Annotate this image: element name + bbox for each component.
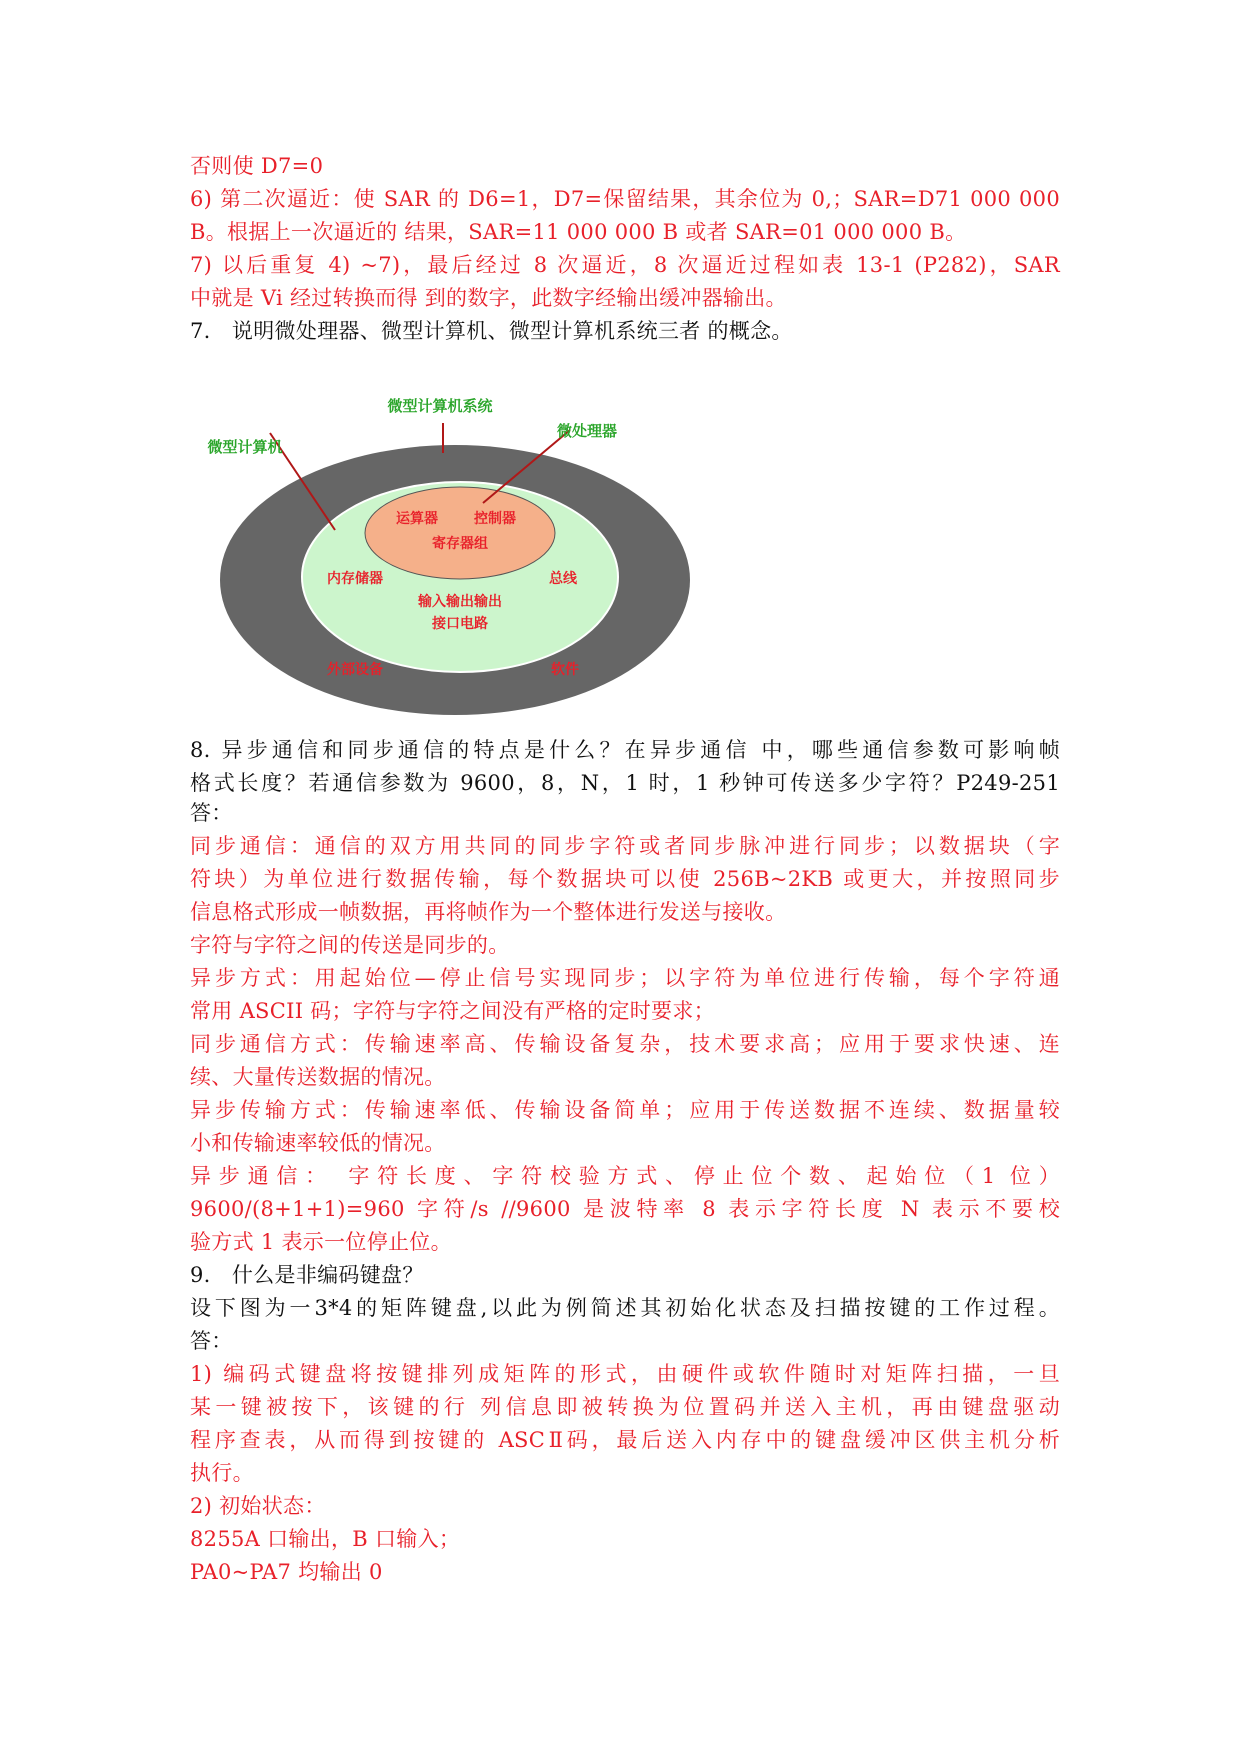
text-line: 信息格式形成一帧数据，再将帧作为一个整体进行发送与接收。: [190, 900, 787, 924]
text-line: 设下图为一3*4的矩阵键盘,以此为例简述其初始化状态及扫描按键的工作过程。: [190, 1296, 1060, 1320]
text-line: 1) 编码式键盘将按键排列成矩阵的形式，由硬件或软件随时对矩阵扫描，一旦: [190, 1362, 1060, 1386]
text-line: 程序查表，从而得到按键的 ASCⅡ码，最后送入内存中的键盘缓冲区供主机分析: [190, 1428, 1060, 1452]
text-line: 异步通信： 字符长度、字符校验方式、停止位个数、起始位（1 位）: [190, 1164, 1060, 1188]
label-io-line2: 接口电路: [432, 616, 488, 632]
text-line: 异步传输方式：传输速率低、传输设备简单；应用于传送数据不连续、数据量较: [190, 1098, 1060, 1122]
text-line: 格式长度？若通信参数为 9600，8，N，1 时，1 秒钟可传送多少字符？P249-251: [190, 771, 1060, 795]
text-line: 中就是 Vi 经过转换而得 到的数字，此数字经输出缓冲器输出。: [190, 286, 787, 310]
text-line: 异步方式：用起始位—停止信号实现同步；以字符为单位进行传输，每个字符通: [190, 966, 1060, 990]
label-alu: 运算器: [396, 511, 438, 527]
label-io-line1: 输入输出输出: [418, 594, 502, 610]
text-line: 同步通信：通信的双方用共同的同步字符或者同步脉冲进行同步；以数据块（字: [190, 834, 1060, 858]
label-peripherals: 外部设备: [327, 662, 383, 678]
text-line: 8255A 口输出，B 口输入；: [190, 1527, 461, 1551]
inner-ellipse-processor: [365, 487, 555, 579]
text-line: 常用 ASCII 码；字符与字符之间没有严格的定时要求；: [190, 999, 715, 1023]
label-bus: 总线: [549, 571, 577, 587]
answer-label: 答：: [190, 801, 233, 825]
label-registers: 寄存器组: [432, 536, 488, 552]
label-microcomputer-system: 微型计算机系统: [387, 397, 493, 415]
text-line: PA0~PA7 均输出 0: [190, 1560, 383, 1584]
label-microprocessor: 微处理器: [556, 422, 618, 440]
label-controller: 控制器: [474, 511, 516, 527]
question-7: 7. 说明微处理器、微型计算机、微型计算机系统三者 的概念。: [190, 319, 793, 343]
answer-label: 答：: [190, 1329, 233, 1353]
text-line: 6) 第二次逼近：使 SAR 的 D6=1，D7=保留结果，其余位为 0,；SAR=D71 000 000: [190, 187, 1060, 211]
text-line: 7) 以后重复 4) ~7)，最后经过 8 次逼近，8 次逼近过程如表 13-1 (P282)，SAR: [190, 253, 1060, 277]
text-line: 同步通信方式：传输速率高、传输设备复杂，技术要求高；应用于要求快速、连: [190, 1032, 1060, 1056]
text-line: 2) 初始状态：: [190, 1494, 326, 1518]
text-line: 续、大量传送数据的情况。: [190, 1065, 446, 1089]
text-line: 某一键被按下，该键的行 列信息即被转换为位置码并送入主机，再由键盘驱动: [190, 1395, 1060, 1419]
text-line: 符块）为单位进行数据传输，每个数据块可以使 256B~2KB 或更大，并按照同步: [190, 867, 1060, 891]
question-9: 9. 什么是非编码键盘？: [190, 1263, 424, 1287]
microcomputer-system-diagram: [207, 385, 700, 715]
text-line: B。根据上一次逼近的 结果，SAR=11 000 000 B 或者 SAR=01 000 000 B。: [190, 220, 967, 244]
text-line: 执行。: [190, 1461, 254, 1485]
text-line: 小和传输速率较低的情况。: [190, 1131, 446, 1155]
label-software: 软件: [551, 662, 579, 678]
text-line: 否则使 D7=0: [190, 154, 324, 178]
label-memory: 内存储器: [327, 571, 383, 587]
label-microcomputer: 微型计算机: [207, 438, 283, 456]
text-line: 9600/(8+1+1)=960 字符/s //9600 是波特率 8 表示字符长度 N 表示不要校: [190, 1197, 1060, 1221]
text-line: 验方式 1 表示一位停止位。: [190, 1230, 452, 1254]
question-8: 8. 异步通信和同步通信的特点是什么？在异步通信 中，哪些通信参数可影响帧: [190, 738, 1060, 762]
text-line: 字符与字符之间的传送是同步的。: [190, 933, 510, 957]
